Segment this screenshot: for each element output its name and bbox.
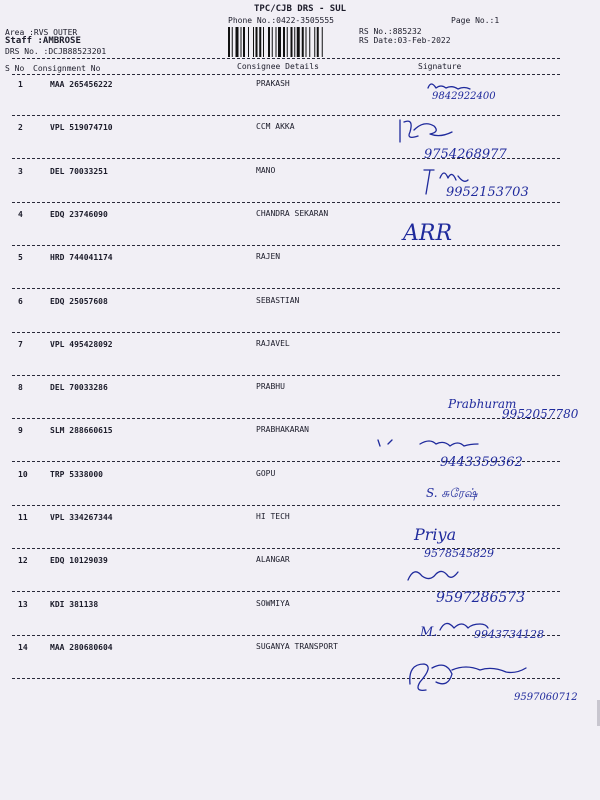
row-consignee-name: PRAKASH — [256, 79, 290, 88]
row-serial-number: 5 — [18, 253, 23, 263]
signature-13: M. — [420, 625, 438, 640]
row-consignee-name: RAJEN — [256, 252, 281, 262]
row-consignee-name: CCM AKKA — [256, 122, 295, 132]
row-consignee-name: GOPU — [256, 468, 276, 478]
row-serial-number: 10 — [18, 469, 28, 479]
page-number: Page No.:1 — [451, 16, 500, 25]
row-serial-number: 12 — [18, 556, 28, 566]
row-consignee-name: RAJAVEL — [256, 338, 290, 348]
row-consignee-name: MANO — [256, 165, 276, 175]
row-serial-number: 7 — [18, 339, 23, 349]
row-consignment-number: EDQ 25057608 — [50, 296, 108, 306]
signature-phone-8: 9952057780 — [502, 407, 579, 421]
signature-phone-2: 9754268977 — [424, 147, 507, 162]
row-consignment-number: EDQ 23746090 — [50, 209, 108, 219]
row-consignee-name: CHANDRA SEKARAN — [256, 208, 329, 218]
row-consignment-number: SLM 288660615 — [50, 426, 113, 436]
signature-phone-14: 9597060712 — [514, 692, 578, 703]
row-consignee-name: HI TECH — [256, 512, 290, 521]
column-header-signature: Signature — [418, 62, 462, 71]
row-consignment-number: TRP 5338000 — [50, 469, 103, 479]
row-consignment-number: VPL 495428092 — [50, 339, 113, 349]
row-consignment-number: KDI 381138 — [50, 599, 99, 609]
row-consignee-name: PRABHAKARAN — [256, 425, 309, 435]
row-serial-number: 9 — [18, 426, 23, 436]
row-consignment-number: HRD 744041174 — [50, 253, 113, 263]
row-consignee-name: ALANGAR — [256, 555, 290, 565]
signature-phone-13: 9943734128 — [474, 628, 544, 641]
row-consignment-number: DEL 70033286 — [50, 383, 108, 393]
row-consignee-name: SEBASTIAN — [256, 295, 300, 305]
row-consignment-number: MAA 280680604 — [50, 642, 113, 652]
staff-label: Staff :AMBROSE — [5, 36, 81, 46]
row-consignee-name: SOWMIYA — [256, 598, 290, 608]
signature-phone-3: 9952153703 — [446, 185, 529, 200]
row-serial-number: 2 — [18, 123, 23, 133]
row-consignment-number: VPL 519074710 — [50, 123, 113, 133]
row-consignment-number: VPL 334267344 — [50, 513, 113, 522]
column-header-consignment: Consignment No — [33, 64, 101, 73]
row-serial-number: 14 — [18, 642, 28, 652]
row-consignment-number: MAA 265456222 — [50, 80, 113, 89]
signature-8: Prabhuram — [448, 397, 517, 411]
column-header-sno: S No — [5, 64, 25, 73]
drs-number: DRS No. :DCJB88523201 — [5, 47, 107, 56]
row-consignee-name: SUGANYA TRANSPORT — [256, 641, 338, 651]
row-serial-number: 1 — [18, 80, 23, 89]
signature-phone-1: 9842922400 — [432, 91, 496, 102]
row-serial-number: 3 — [18, 166, 23, 176]
rs-number: RS No.:885232 — [359, 27, 422, 36]
signature-4: ARR — [403, 221, 453, 246]
row-serial-number: 8 — [18, 383, 23, 393]
row-serial-number: 6 — [18, 296, 23, 306]
rs-date: RS Date:03-Feb-2022 — [359, 36, 451, 45]
signature-phone-11: 9578545829 — [424, 547, 494, 560]
signature-phone-12: 9597286573 — [436, 590, 526, 606]
phone-number: Phone No.:0422-3505555 — [228, 16, 334, 25]
row-consignee-name: PRABHU — [256, 382, 285, 392]
row-serial-number: 13 — [18, 599, 28, 609]
row-consignment-number: EDQ 10129039 — [50, 556, 108, 566]
area-label: Area :RVS OUTER — [5, 28, 78, 37]
signature-11: Priya — [414, 525, 457, 544]
row-serial-number: 4 — [18, 209, 23, 219]
row-consignment-number: DEL 70033251 — [50, 166, 108, 176]
column-header-consignee: Consignee Details — [237, 62, 319, 71]
document-title: TPC/CJB DRS - SUL — [253, 4, 347, 14]
signature-phone-9: 9443359362 — [440, 455, 523, 470]
row-serial-number: 11 — [18, 513, 28, 522]
signature-10: S. சுரேஷ் — [426, 486, 478, 500]
